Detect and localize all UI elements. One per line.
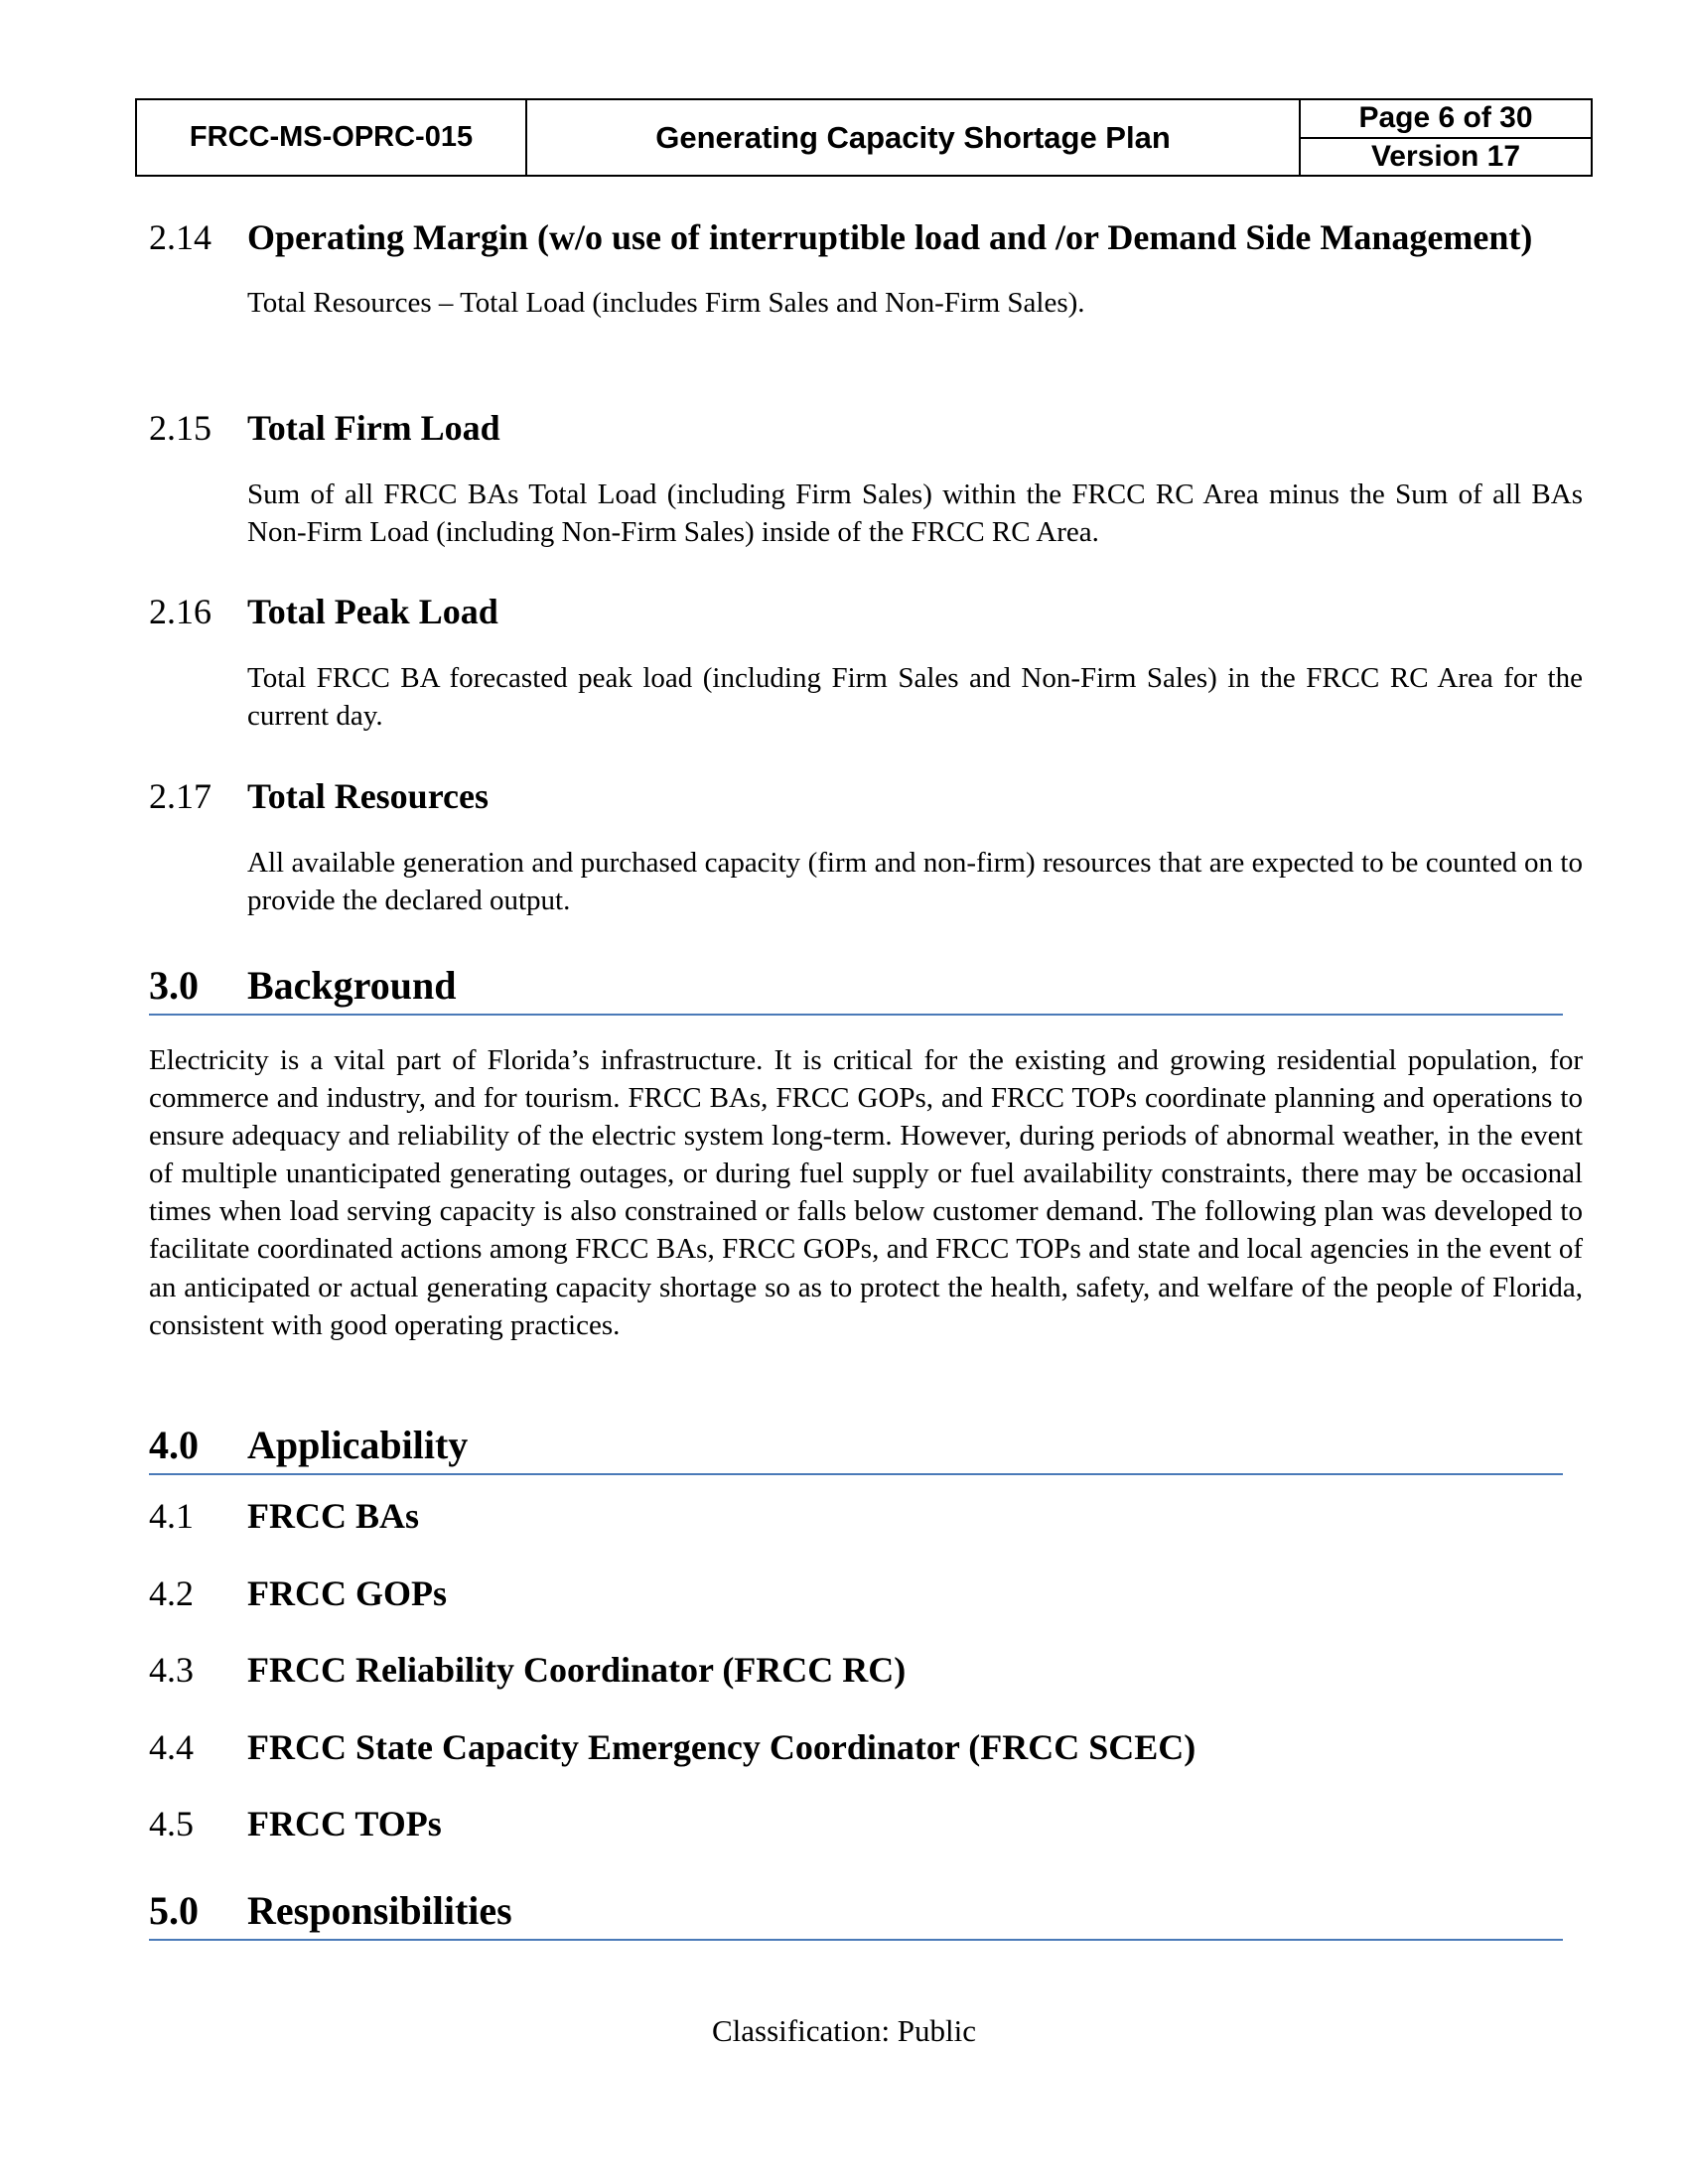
item-number: 4.3	[149, 1650, 194, 1690]
definition-2-16	[149, 590, 1583, 735]
section-title: Applicability	[247, 1423, 469, 1467]
document-id: FRCC-MS-OPRC-015	[137, 100, 527, 175]
version-label: Version 17	[1370, 139, 1521, 173]
definition-body: Total Resources – Total Load (includes Firm Sales and Non-Firm Sales).	[247, 287, 1085, 319]
document-title: Generating Capacity Shortage Plan	[527, 100, 1301, 175]
definition-title: Operating Margin (w/o use of interruptible load and /or Demand Side Management)	[247, 217, 1533, 257]
section-heading-applicability	[149, 1418, 1563, 1475]
item-label: FRCC TOPs	[247, 1804, 442, 1843]
definition-number: 2.16	[149, 592, 211, 631]
item-number: 4.2	[149, 1573, 194, 1613]
item-label: FRCC GOPs	[247, 1573, 447, 1613]
section-heading-background	[149, 958, 1563, 1016]
applicability-item	[149, 1494, 1583, 1539]
page-number: Page 6 of 30	[1301, 100, 1591, 139]
item-label: FRCC BAs	[247, 1496, 420, 1536]
item-label: FRCC State Capacity Emergency Coordinator (FRCC SCEC)	[247, 1727, 1196, 1767]
section-number: 5.0	[149, 1888, 199, 1933]
item-number: 4.1	[149, 1496, 194, 1536]
document-header	[135, 98, 1593, 177]
definition-body: Total FRCC BA forecasted peak load (including Firm Sales and Non-Firm Sales) in the FRCC RC Area for the current day.	[247, 662, 1583, 732]
section-number: 3.0	[149, 963, 199, 1008]
definition-title: Total Firm Load	[247, 408, 500, 448]
section-title: Background	[247, 963, 457, 1008]
background-paragraph: Electricity is a vital part of Florida’s infrastructure. It is critical for the existing and growing residential population, for commerce and industry, and for tourism. FRCC BAs, FRCC GOPs, and FRCC TOPs coordinate planning and operations to ensure adequacy and reliability of the electric system long-term. However, during periods of abnormal weather, in the event of multiple unanticipated generating outages, or during fuel supply or fuel availability constraints, there may be occasional times when load serving capacity is also constrained or falls below customer demand. The following plan was developed to facilitate coordinated actions among FRCC BAs, FRCC GOPs, and FRCC TOPs and state and local agencies in the event of an anticipated or actual generating capacity shortage so as to protect the health, safety, and welfare of the people of Florida, consistent with good operating practices.	[149, 1044, 1583, 1341]
definition-number: 2.17	[149, 776, 211, 816]
definition-body: All available generation and purchased capacity (firm and non-firm) resources that are expected to be counted on to provide the declared output.	[247, 847, 1583, 916]
applicability-item	[149, 1571, 1583, 1616]
item-number: 4.4	[149, 1727, 194, 1767]
definition-number: 2.15	[149, 408, 211, 448]
classification-footer: Classification: Public	[711, 2013, 977, 2048]
definition-title: Total Resources	[247, 776, 489, 816]
applicability-item	[149, 1648, 1583, 1693]
definition-2-17	[149, 774, 1583, 919]
section-title: Responsibilities	[247, 1888, 512, 1933]
page-version-cell	[1301, 100, 1591, 175]
section-heading-responsibilities	[149, 1883, 1563, 1941]
applicability-item	[149, 1802, 1583, 1846]
definition-body: Sum of all FRCC BAs Total Load (including Firm Sales) within the FRCC RC Area minus the Sum of all BAs Non-Firm Load (including Non-Firm Sales) inside of the FRCC RC Area.	[247, 478, 1583, 548]
item-number: 4.5	[149, 1804, 194, 1843]
applicability-item	[149, 1725, 1583, 1770]
section-number: 4.0	[149, 1423, 199, 1467]
definition-title: Total Peak Load	[247, 592, 498, 631]
definition-2-14	[149, 215, 1583, 322]
definition-2-15	[149, 406, 1583, 551]
definition-number: 2.14	[149, 217, 211, 257]
item-label: FRCC Reliability Coordinator (FRCC RC)	[247, 1650, 907, 1690]
